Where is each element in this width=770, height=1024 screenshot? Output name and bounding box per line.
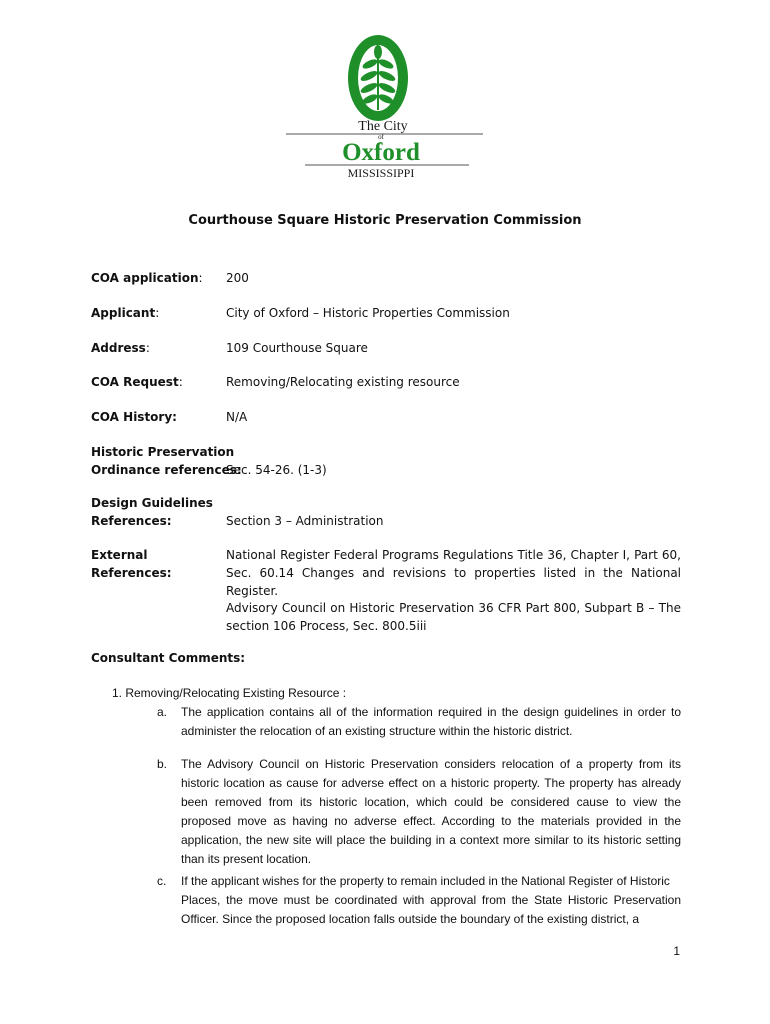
field-value: N/A bbox=[226, 410, 248, 424]
field-label: COA Request bbox=[91, 375, 179, 389]
field-value: Sec. 54-26. (1-3) bbox=[226, 463, 327, 477]
list-subitem-b bbox=[157, 755, 681, 869]
field-label: Applicant bbox=[91, 306, 156, 320]
field-hp-ordinance bbox=[91, 443, 691, 479]
subitem-label: c. bbox=[157, 874, 167, 888]
field-label: References: bbox=[91, 514, 172, 528]
field-design-guidelines bbox=[91, 494, 691, 530]
logo-text-oxford: Oxford bbox=[342, 139, 420, 166]
field-value: Removing/Relocating existing resource bbox=[226, 375, 460, 389]
logo-text-mississippi: MISSISSIPPI bbox=[347, 166, 415, 180]
field-value: City of Oxford – Historic Properties Commission bbox=[226, 306, 510, 320]
field-value: National Register Federal Programs Regulations Title 36, Chapter I, Part 60, Sec. 60.14 Changes and revisions to properties listed in the National Register. bbox=[226, 548, 681, 598]
field-value: Advisory Council on Historic Preservation 36 CFR Part 800, Subpart B – The section 106 Process, Sec. 800.5iii bbox=[226, 601, 681, 633]
field-value: 200 bbox=[226, 271, 249, 285]
subitem-text: If the applicant wishes for the property to remain included in the National Register of Historic bbox=[181, 874, 670, 888]
subitem-text: The application contains all of the information required in the design guidelines in order to administer the relocation of an existing structure within the historic district. bbox=[181, 705, 681, 738]
field-value: Section 3 – Administration bbox=[226, 514, 384, 528]
consultant-comments-heading: Consultant Comments: bbox=[91, 651, 246, 665]
field-label: Ordinance references: bbox=[91, 463, 242, 477]
subitem-text: The Advisory Council on Historic Preservation considers relocation of a property from its historic location as cause for adverse effect on a historic property. The property has already been removed from its historic location, which could be considered cause to view the proposed move as having no adverse effect. According to the materials provided in the application, the new site will place the building in a context more similar to its historic setting than its present location. bbox=[181, 757, 681, 866]
subitem-label: b. bbox=[157, 757, 168, 771]
field-label: COA application bbox=[91, 271, 199, 285]
list-subitem-a bbox=[157, 703, 681, 741]
city-of-oxford-logo bbox=[0, 30, 770, 190]
field-label: Historic Preservation bbox=[91, 445, 235, 459]
document-title: Courthouse Square Historic Preservation Commission bbox=[188, 213, 582, 228]
subitem-text: Places, the move must be coordinated with approval from the State Historic Preservation Officer. Since the proposed location falls outside the boundary of the existing district, a bbox=[181, 893, 681, 926]
logo-text-of: of bbox=[378, 133, 384, 141]
list-item: 1. Removing/Relocating Existing Resource : bbox=[112, 686, 347, 700]
logo-text-the-city: The City bbox=[358, 119, 408, 134]
field-label: Address bbox=[91, 341, 146, 355]
document-page: The City of Oxford MISSISSIPPI Courthouse Square Historic Preservation Commission COA application: 200 Applicant: City of Oxford – Historic Properties Commission Address: 109 Courthouse Square COA Request: Removing/Relocating existing resource COA History: N/A Historic Preservation Ordinance references: Sec. 54-26. (1-3) Design Guidelines References: Section 3 – Administration External References: National Register Federal Programs Regulations Title 36, Chapter I, Part 60, Sec. 60.14 Changes and revisions to properties listed in the National Register. Advisory Council on Historic Preservation 36 CFR Part 800, Subpart B – The section 106 Process, Sec. 800.5iii Consultant Comments: 1. Removing/Relocating Existing Resource : a. The application contains all of the information required in the design guidelines in order to administer the relocation of an existing structure within the historic district. b. The Advisory Council on Historic Preservation considers relocation of a property from its historic location as cause for adverse effect on a historic property. The property has already been removed from its historic location, which could be considered cause to view the proposed move as having no adverse effect. According to the materials provided in the application, the new site will place the building in a context more similar to its historic setting than its present location. c. If the applicant wishes for the property to remain included in the National Register of Historic Places, the move must be coordinated with approval from the State Historic Preservation Officer. Since the proposed location falls outside the boundary of the existing district, a 1 bbox=[0, 0, 770, 1024]
field-label: External References: bbox=[91, 548, 172, 580]
field-external-references bbox=[91, 546, 691, 646]
list-subitem-c bbox=[157, 872, 681, 929]
page-number: 1 bbox=[673, 944, 680, 958]
field-label: Design Guidelines bbox=[91, 496, 213, 510]
field-value: 109 Courthouse Square bbox=[226, 341, 368, 355]
subitem-label: a. bbox=[157, 705, 168, 719]
field-label: COA History: bbox=[91, 410, 177, 424]
